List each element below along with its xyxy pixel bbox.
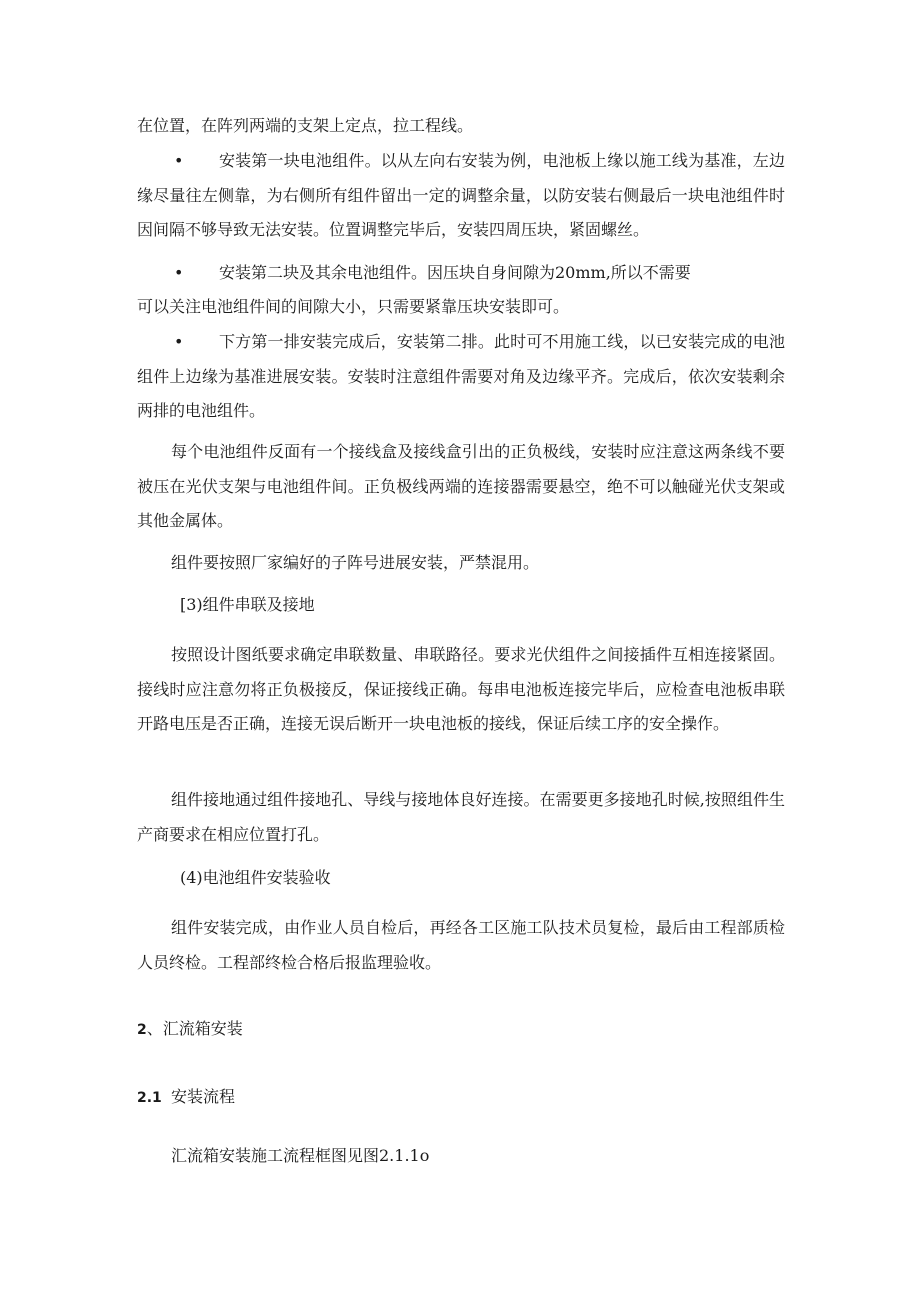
bullet-icon: •	[174, 332, 184, 351]
bullet-text: 下方第一排安装完成后，安装第二排。此时可不用施工线，以已安装完成的电池组件上边缘为基准进展安装。安装时注意组件需要对角及边缘平齐。完成后，依次安装剩余两排的电池组件。	[137, 332, 785, 420]
paragraph-continuation: 可以关注电池组件间的间隙大小，只需要紧靠压块安装即可。	[137, 297, 570, 316]
bullet-item	[137, 256, 785, 291]
section-number: 2	[137, 1022, 147, 1038]
section-heading	[137, 1012, 243, 1047]
paragraph: 组件接地通过组件接地孔、导线与接地体良好连接。在需要更多接地孔时候,按照组件生产商要求在相应位置打孔。	[137, 790, 785, 844]
subsection-heading: [3)组件串联及接地	[180, 595, 315, 614]
paragraph: 组件安装完成，由作业人员自检后，再经各工区施工队技术员复检，最后由工程部质检人员终检。工程部终检合格后报监理验收。	[137, 918, 785, 972]
subsection-number: 2.1	[137, 1090, 162, 1106]
subsection-title	[137, 1080, 235, 1115]
bullet-icon: •	[174, 263, 184, 282]
subsection-title-text: 安装流程	[171, 1087, 236, 1106]
paragraph: 每个电池组件反面有一个接线盒及接线盒引出的正负极线，安装时应注意这两条线不要被压在光伏支架与电池组件间。正负极线两端的连接器需要悬空，绝不可以触碰光伏支架或其他金属体。	[137, 442, 785, 530]
subsection-heading: (4)电池组件安装验收	[180, 868, 331, 887]
paragraph: 汇流箱安装施工流程框图见图2.1.1o	[171, 1146, 430, 1165]
paragraph: 组件要按照厂家编好的子阵号进展安装，严禁混用。	[171, 553, 540, 572]
bullet-item	[137, 325, 785, 429]
section-title: 、汇流箱安装	[146, 1019, 243, 1038]
bullet-text: 安装第二块及其余电池组件。因压块自身间隙为20mm,所以不需要	[219, 263, 691, 282]
bullet-icon: •	[174, 151, 184, 170]
bullet-text: 安装第一块电池组件。以从左向右安装为例，电池板上缘以施工线为基准，左边缘尽量往左侧靠，为右侧所有组件留出一定的调整余量，以防安装右侧最后一块电池组件时因间隔不够导致无法安装。位置调整完毕后，安装四周压块，紧固螺丝。	[137, 151, 785, 239]
paragraph: 按照设计图纸要求确定串联数量、串联路径。要求光伏组件之间接插件互相连接紧固。接线时应注意勿将正负极接反，保证接线正确。每串电池板连接完毕后，应检查电池板串联开路电压是否正确，连接无误后断开一块电池板的接线，保证后续工序的安全操作。	[137, 645, 785, 733]
bullet-item	[137, 144, 785, 248]
paragraph: 在位置，在阵列两端的支架上定点，拉工程线。	[137, 116, 474, 135]
